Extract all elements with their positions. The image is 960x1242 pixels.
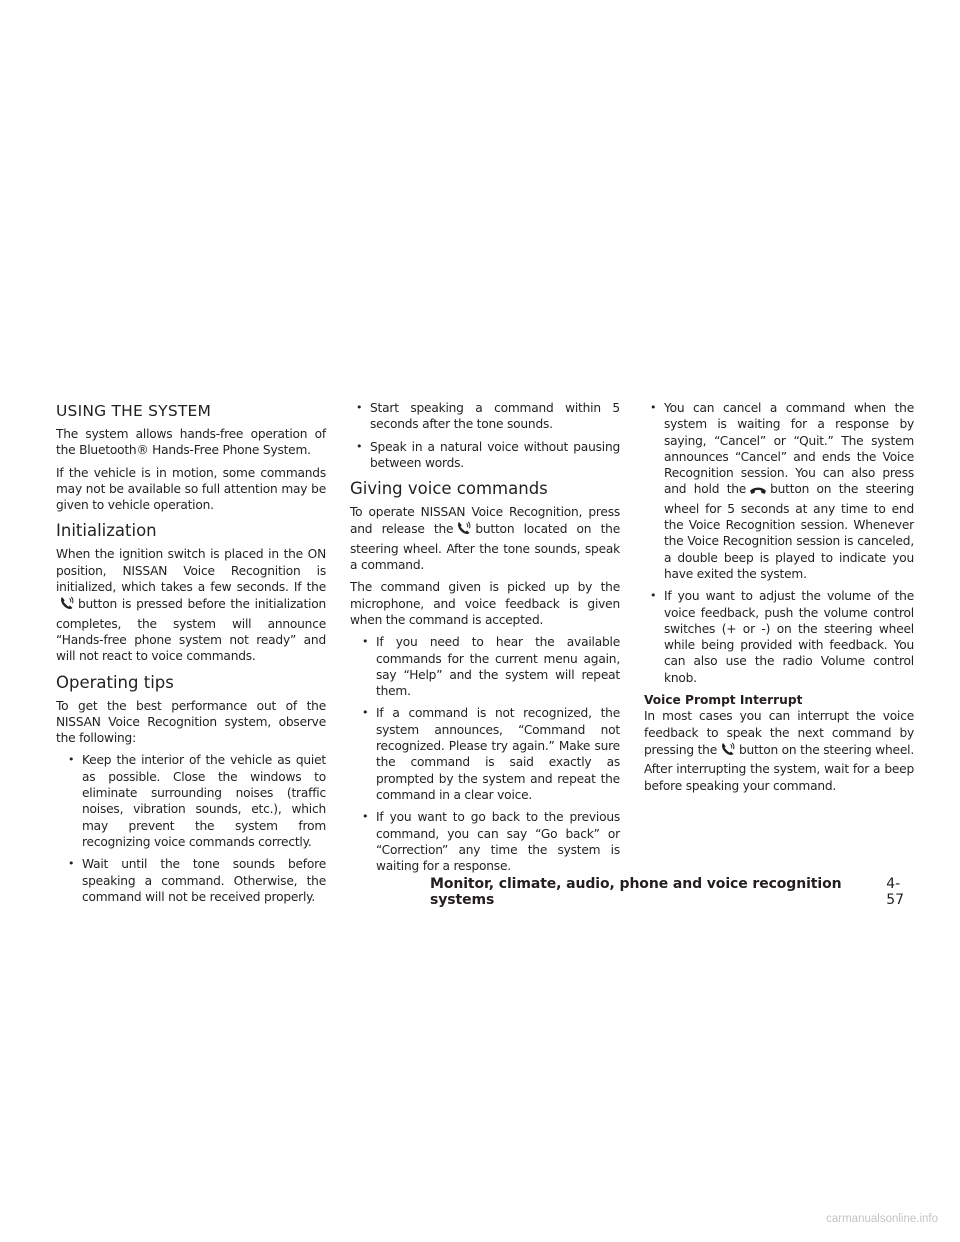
page-number: 4-57 — [886, 876, 905, 908]
paragraph-interrupt — [644, 708, 914, 793]
tips-list-continued — [350, 400, 620, 471]
cancel-list — [644, 400, 914, 686]
cancel-text-b: button on the steering wheel for 5 seconds at any time to end the Voice Recognition session. Whenever the Voice Recognition session is canceled, a double beep is played to indicate you have exited the system. — [664, 482, 914, 581]
phone-talk-icon — [720, 741, 736, 761]
list-item: • If you want to go back to the previous command, you can say “Go back” or “Correction” any time the system is waiting for a response. — [356, 809, 620, 874]
footer-chapter-title: Monitor, climate, audio, phone and voice recognition systems — [430, 876, 842, 908]
list-item: • Wait until the tone sounds before speaking a command. Otherwise, the command will not be received properly. — [62, 856, 326, 905]
interrupt-text-b: button on the steering wheel. After interrupting the system, wait for a beep before speaking your command. — [644, 742, 915, 793]
paragraph-vehicle-motion: If the vehicle is in motion, some commands may not be available so full attention may be given to vehicle operation. — [56, 465, 326, 513]
page-footer — [430, 876, 916, 908]
giving-text-a: To operate NISSAN Voice Recognition, press and release the — [350, 505, 620, 537]
paragraph-tips-intro: To get the best performance out of the NISSAN Voice Recognition system, observe the following: — [56, 698, 326, 746]
section-heading-using-the-system: USING THE SYSTEM — [56, 402, 212, 420]
phone-talk-icon — [456, 520, 472, 540]
subheading-giving-voice-commands: Giving voice commands — [350, 479, 548, 499]
column-2 — [350, 400, 620, 880]
heading-voice-prompt-interrupt: Voice Prompt Interrupt — [644, 693, 803, 708]
list-item — [644, 400, 914, 582]
list-item: • Start speaking a command within 5 seconds after the tone sounds. — [350, 400, 620, 433]
phone-hangup-icon — [749, 484, 767, 500]
column-1 — [56, 400, 326, 911]
paragraph-giving-commands — [350, 504, 620, 573]
column-3 — [644, 400, 914, 800]
watermark: carmanualsonline.info — [826, 1213, 938, 1225]
subheading-initialization: Initialization — [56, 521, 157, 541]
initialization-text-b: button is pressed before the initialization completes, the system will announce “Hands-free phone system not ready” and will not react to voice commands. — [56, 597, 326, 664]
paragraph-command-feedback: The command given is picked up by the microphone, and voice feedback is given when the command is accepted. — [350, 580, 620, 627]
command-list — [350, 634, 620, 874]
initialization-text-a: When the ignition switch is placed in the ON position, NISSAN Voice Recognition is initialized, which takes a few seconds. If the — [56, 547, 326, 595]
list-item: • Speak in a natural voice without pausing between words. — [350, 439, 620, 472]
list-item: • If you want to adjust the volume of the voice feedback, push the volume control switches (+ or -) on the steering wheel while being provided with feedback. You can also use the radio Volume control knob. — [644, 588, 914, 686]
list-item: • If a command is not recognized, the system announces, “Command not recognized. Please try again.” Make sure the command is said exactly as prompted by the system and repeat the command in a clear voice. — [356, 705, 620, 803]
cancel-text-a: You can cancel a command when the system is waiting for a response by saying, “Cancel” or “Quit.” The system announces “Cancel” and ends the Voice Recognition session. You can also press and hold the — [664, 401, 914, 497]
phone-talk-icon — [59, 595, 75, 615]
paragraph-initialization — [56, 546, 326, 664]
interrupt-text-a: In most cases you can interrupt the voice feedback to speak the next command by pressing the — [644, 709, 914, 757]
giving-text-b: button located on the steering wheel. After the tone sounds, speak a command. — [350, 522, 620, 573]
paragraph-hands-free: The system allows hands-free operation of the Bluetooth® Hands-Free Phone System. — [56, 427, 326, 458]
list-item: • Keep the interior of the vehicle as quiet as possible. Close the windows to eliminate surrounding noises (traffic noises, vibration sounds, etc.), which may prevent the system from recognizing voice commands correctly. — [62, 752, 326, 850]
subheading-operating-tips: Operating tips — [56, 672, 174, 692]
list-item: • If you need to hear the available commands for the current menu again, say “Help” and the system will repeat them. — [356, 634, 620, 699]
tips-list — [56, 752, 326, 905]
